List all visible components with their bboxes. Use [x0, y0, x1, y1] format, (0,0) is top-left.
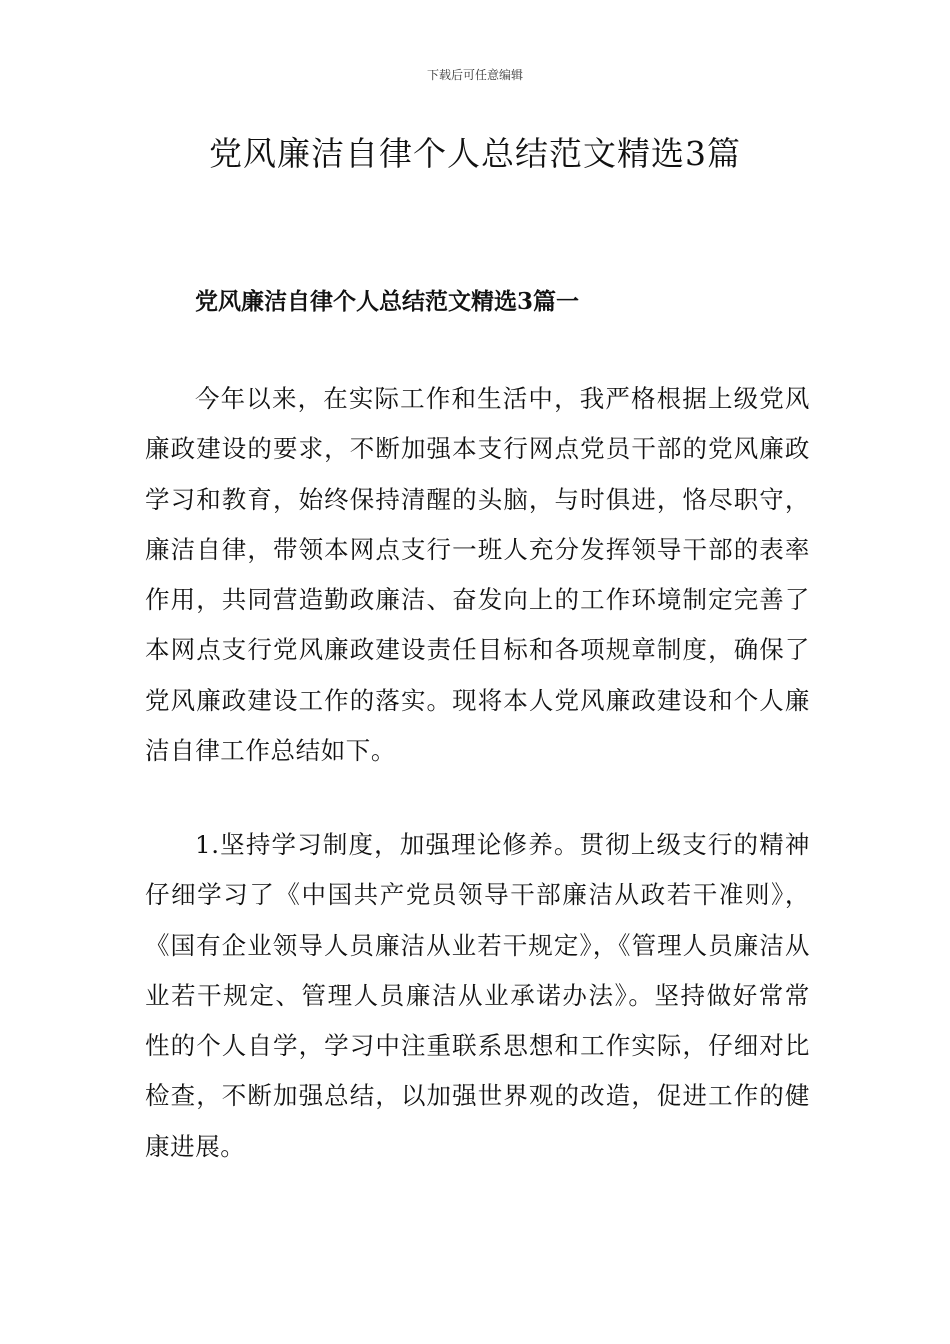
body-paragraph-1: 今年以来，在实际工作和生活中，我严格根据上级党风廉政建设的要求，不断加强本支行网点党员干部的党风廉政学习和教育，始终保持清醒的头脑，与时俱进，恪尽职守，廉洁自律，带领本网点支行一班人充分发挥领导干部的表率作用，共同营造勤政廉洁、奋发向上的工作环境制定完善了本网点支行党风廉政建设责任目标和各项规章制度，确保了党风廉政建设工作的落实。现将本人党风廉政建设和个人廉洁自律工作总结如下。: [145, 384, 810, 766]
body-paragraph-2: 1.坚持学习制度，加强理论修养。贯彻上级支行的精神仔细学习了《中国共产党员领导干部廉洁从政若干准则》，《国有企业领导人员廉洁从业若干规定》，《管理人员廉洁从业若干规定、管理人员廉洁从业承诺办法》。坚持做好常常性的个人自学，学习中注重联系思想和工作实际，仔细对比检查，不断加强总结，以加强世界观的改造，促进工作的健康进展。: [145, 830, 810, 1161]
document-title: 党风廉洁自律个人总结范文精选3篇: [209, 134, 741, 173]
header-note: 下载后可任意编辑: [426, 68, 523, 82]
section-heading: 党风廉洁自律个人总结范文精选3篇一: [195, 288, 580, 315]
